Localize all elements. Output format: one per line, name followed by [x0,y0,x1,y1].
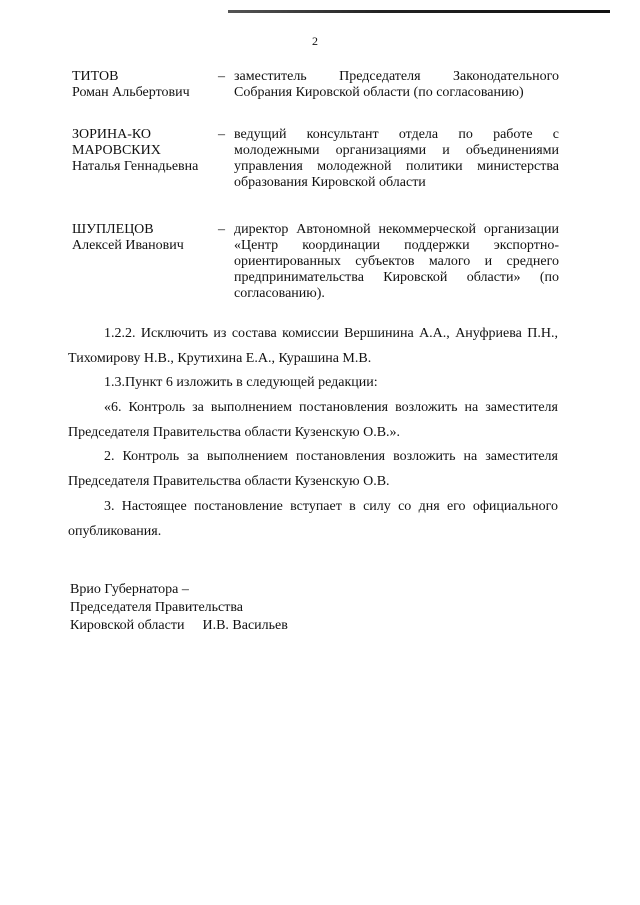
member-role: заместитель Председателя Законодательного Собрания Кировской области (по согласованию) [234,69,559,100]
member-entry [72,222,562,302]
member-name [72,69,222,101]
signature-title-line: Врио Губернатора – [70,582,189,597]
member-surname: ЗОРИНА-КОМАРОВСКИХ [72,127,161,158]
member-given-name: Наталья Геннадьевна [72,159,199,174]
signature-region: Кировской области [70,618,185,633]
member-surname: ТИТОВ [72,69,119,84]
paragraph: 3. Настоящее постановление вступает в силу со дня его официального опубликования. [68,499,558,539]
signature-title-line [70,617,288,635]
page-number: 2 [312,34,318,48]
paragraph: «6. Контроль за выполнением постановления возложить на заместителя Председателя Правительства области Кузенскую О.В.». [68,400,558,440]
member-given-name: Роман Альбертович [72,85,190,100]
dash: – [218,127,225,142]
dash: – [218,222,225,237]
member-name [72,222,222,254]
member-role: ведущий консультант отдела по работе с молодежными организациями и объединениями управления молодежной политики министерства образования Кировской области [234,127,559,190]
signature-title-line: Председателя Правительства [70,600,244,615]
member-role: директор Автономной некоммерческой организации «Центр координации поддержки экспортно-ориентированных субъектов малого и среднего предпринимательства Кировской области» (по согласованию). [234,222,559,301]
paragraph: 1.3.Пункт 6 изложить в следующей редакции: [104,375,378,390]
member-name [72,127,222,175]
member-entry [72,69,562,101]
member-entry [72,127,562,191]
header-rule [228,10,610,13]
member-given-name: Алексей Иванович [72,238,184,253]
paragraph: 1.2.2. Исключить из состава комиссии Вершинина А.А., Ануфриева П.Н., Тихомирову Н.В., Крутихина Е.А., Курашина М.В. [68,326,558,366]
member-surname: ШУПЛЕЦОВ [72,222,154,237]
signature-block [70,581,288,635]
paragraph: 2. Контроль за выполнением постановления возложить на заместителя Председателя Правительства области Кузенскую О.В. [68,449,558,489]
signatory-name: И.В. Васильев [202,618,288,633]
dash: – [218,69,225,84]
